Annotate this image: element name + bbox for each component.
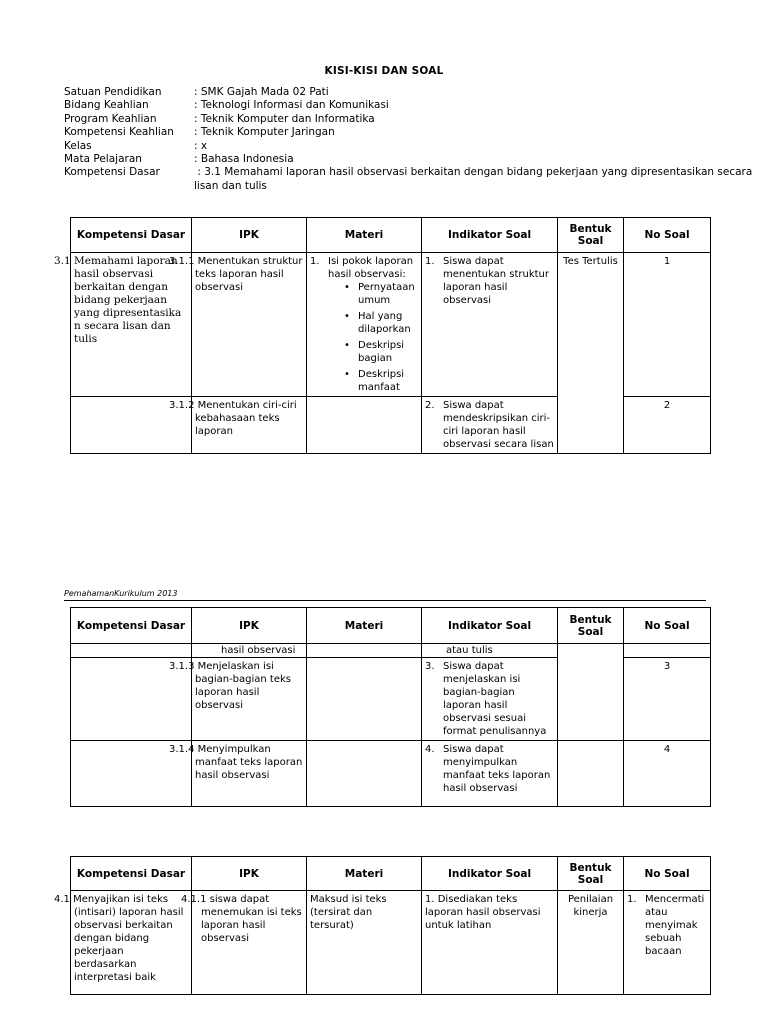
list-item: • Deskripsi manfaat	[344, 368, 418, 394]
cell-materi-empty	[307, 741, 422, 807]
cell-bentuk-soal-empty	[558, 741, 624, 807]
header-no-soal: No Soal	[624, 218, 711, 253]
table-row	[71, 891, 711, 995]
no-soal-item	[627, 893, 707, 958]
header-ipk: IPK	[192, 857, 307, 891]
meta-row-bidang-keahlian	[64, 99, 708, 112]
cell-no-soal: 3	[624, 658, 711, 741]
document-metadata	[64, 86, 753, 193]
page-footer-label: PemahamanKurikulum 2013	[64, 589, 178, 598]
indikator-text: Siswa dapat mendeskripsikan ciri-ciri laporan hasil observasi secara lisan	[443, 400, 554, 450]
cell-bentuk-soal: Tes Tertulis	[558, 253, 624, 454]
list-number: 1.	[310, 256, 320, 267]
cell-kompetensi-dasar: 3.1 Memahami laporan hasil observasi berkaitan dengan bidang pekerjaan yang dipresentasika n secara lisan dan tulis	[71, 253, 192, 397]
cell-materi-empty	[307, 644, 422, 658]
meta-row-kompetensi-dasar	[64, 166, 753, 179]
cell-ipk: hasil observasi	[192, 644, 307, 658]
meta-label: Bidang Keahlian	[64, 99, 149, 112]
list-number: 4.	[425, 744, 435, 755]
kisi-kisi-table-3	[54, 856, 711, 995]
cell-no-soal: 1	[624, 253, 711, 397]
document-title: KISI-KISI DAN SOAL	[324, 65, 444, 77]
cell-kompetensi-dasar-empty	[71, 644, 192, 658]
cell-no-soal: 4	[624, 741, 711, 807]
header-bentuk-soal: Bentuk Soal	[558, 218, 624, 253]
meta-label: Kelas	[64, 139, 92, 152]
header-bentuk-soal: Bentuk Soal	[558, 608, 624, 644]
meta-label: Kompetensi Keahlian	[64, 126, 174, 139]
cell-ipk: 3.1.2 Menentukan ciri-ciri kebahasaan teks laporan	[192, 397, 307, 454]
header-materi: Materi	[307, 857, 422, 891]
cell-indikator-soal: 1. Disediakan teks laporan hasil observasi untuk latihan	[422, 891, 558, 995]
indikator-text: Siswa dapat menyimpulkan manfaat teks laporan hasil observasi	[443, 744, 551, 794]
cell-ipk: 3.1.4 Menyimpulkan manfaat teks laporan hasil observasi	[192, 741, 307, 807]
meta-label: Mata Pelajaran	[64, 153, 142, 166]
cell-no-soal-empty	[624, 644, 711, 658]
meta-value: : Teknologi Informasi dan Komunikasi	[194, 99, 389, 112]
table-header-row	[71, 218, 711, 253]
list-number: 3.	[425, 661, 435, 672]
cell-ipk: 3.1.1 Menentukan struktur teks laporan hasil observasi	[192, 253, 307, 397]
cell-indikator-soal	[422, 253, 558, 397]
indikator-text: Siswa dapat menentukan struktur laporan hasil observasi	[443, 256, 549, 306]
cell-indikator-soal: atau tulis	[422, 644, 558, 658]
cell-bentuk-soal: Penilaian kinerja	[558, 891, 624, 995]
cell-materi-empty	[307, 397, 422, 454]
indikator-item	[425, 743, 554, 795]
cell-indikator-soal	[422, 658, 558, 741]
header-bentuk-soal: Bentuk Soal	[558, 857, 624, 891]
meta-label: Satuan Pendidikan	[64, 86, 162, 98]
list-item: • Pernyataan umum	[344, 281, 418, 307]
meta-value: : Teknik Komputer Jaringan	[194, 126, 335, 139]
cell-ipk: 3.1.3 Menjelaskan isi bagian-bagian teks laporan hasil observasi	[192, 658, 307, 741]
materi-heading	[310, 255, 418, 281]
cell-ipk: 4.1.1 siswa dapat menemukan isi teks laporan hasil observasi	[192, 891, 307, 995]
header-materi: Materi	[307, 218, 422, 253]
indikator-item	[425, 255, 554, 307]
header-no-soal: No Soal	[624, 857, 711, 891]
table-header-row	[71, 608, 711, 644]
meta-value: : 3.1 Memahami laporan hasil observasi berkaitan dengan bidang pekerjaan yang dipresentasikan secara	[194, 166, 753, 179]
indikator-item	[425, 660, 554, 738]
table-row	[71, 741, 711, 807]
cell-materi: Maksud isi teks (tersirat dan tersurat)	[307, 891, 422, 995]
meta-row-kelas	[64, 140, 708, 153]
table-row	[71, 253, 711, 397]
header-kompetensi-dasar: Kompetensi Dasar	[71, 218, 192, 253]
header-ipk: IPK	[192, 608, 307, 644]
list-item: • Hal yang dilaporkan	[344, 310, 418, 336]
header-no-soal: No Soal	[624, 608, 711, 644]
cell-indikator-soal	[422, 741, 558, 807]
list-item: • Deskripsi bagian	[344, 339, 418, 365]
meta-label: Kompetensi Dasar	[64, 166, 160, 179]
meta-value: : Teknik Komputer dan Informatika	[194, 112, 375, 125]
header-indikator-soal: Indikator Soal	[422, 218, 558, 253]
meta-row-program-keahlian	[64, 113, 708, 126]
meta-label: Program Keahlian	[64, 112, 157, 125]
meta-row-kompetensi-keahlian	[64, 126, 708, 139]
no-soal-text: Mencermati atau menyimak sebuah bacaan	[645, 894, 705, 957]
meta-value: : x	[194, 139, 208, 152]
header-indikator-soal: Indikator Soal	[422, 608, 558, 644]
cell-materi	[307, 253, 422, 397]
indikator-item	[425, 399, 554, 451]
kisi-kisi-table-1	[54, 217, 711, 454]
table-header-row	[71, 857, 711, 891]
footer-divider	[64, 600, 706, 601]
materi-bullet-list	[310, 281, 418, 394]
list-number: 1.	[425, 256, 435, 267]
meta-row-satuan-pendidikan	[64, 86, 708, 99]
header-materi: Materi	[307, 608, 422, 644]
indikator-text: Siswa dapat menjelaskan isi bagian-bagian laporan hasil observasi sesuai format penulisannya	[443, 661, 547, 737]
header-indikator-soal: Indikator Soal	[422, 857, 558, 891]
list-number: 2.	[425, 400, 435, 411]
meta-value: : SMK Gajah Mada 02 Pati	[194, 86, 329, 98]
meta-value-continuation: lisan dan tulis	[194, 179, 267, 192]
materi-title: Isi pokok laporan hasil observasi:	[328, 256, 414, 280]
table-row	[71, 644, 711, 658]
cell-kompetensi-dasar: 4.1 Menyajikan isi teks (intisari) laporan hasil observasi berkaitan dengan bidang pekerjaan berdasarkan interpretasi baik	[71, 891, 192, 995]
cell-indikator-soal	[422, 397, 558, 454]
header-kompetensi-dasar: Kompetensi Dasar	[71, 608, 192, 644]
meta-value: : Bahasa Indonesia	[194, 153, 294, 166]
kisi-kisi-table-2	[70, 607, 711, 807]
list-number: 1.	[627, 894, 637, 905]
cell-materi-empty	[307, 658, 422, 741]
header-kompetensi-dasar: Kompetensi Dasar	[71, 857, 192, 891]
header-ipk: IPK	[192, 218, 307, 253]
cell-no-soal	[624, 891, 711, 995]
cell-bentuk-soal-empty	[558, 644, 624, 741]
cell-no-soal: 2	[624, 397, 711, 454]
meta-row-mata-pelajaran	[64, 153, 708, 166]
